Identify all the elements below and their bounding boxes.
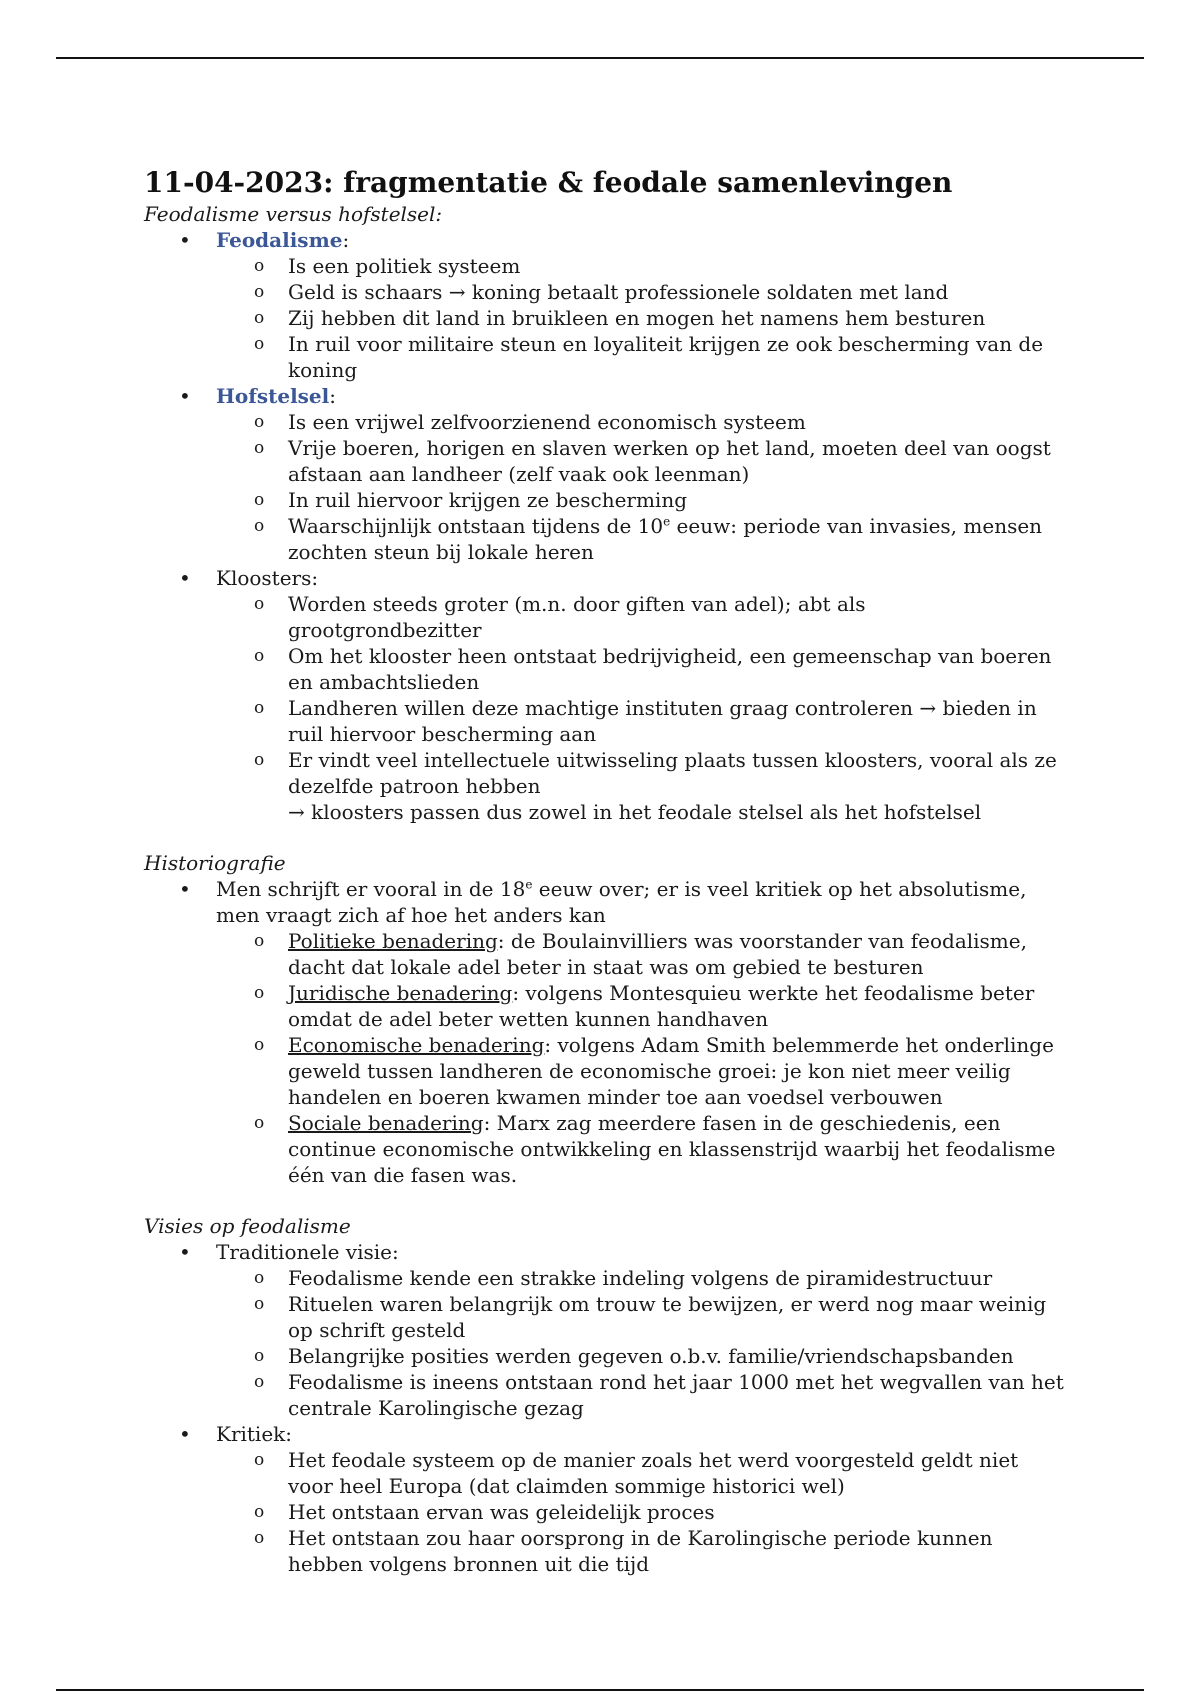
section-heading-feodalisme-hofstelsel: Feodalisme versus hofstelsel:: [144, 202, 443, 226]
sublist-benaderingen: [216, 928, 1064, 1188]
list-item: o Landheren willen deze machtige instituten graag controleren → bieden in ruil hiervoor bescherming aan: [216, 695, 1064, 747]
sublist-hofstelsel: [216, 409, 1064, 565]
bullet-feodalisme: • Feodalisme: o Is een politiek systeem o Geld is schaars → koning betaalt professionele soldaten met land o Zij hebben dit land in bruikleen en mogen het namens hem besturen o In ruil voor militaire steun en loyaliteit krijgen ze ook bescherming van de koning: [144, 227, 1064, 383]
term-feodalisme: Feodalisme: [216, 228, 343, 252]
list-item: o In ruil voor militaire steun en loyaliteit krijgen ze ook bescherming van de koning: [216, 331, 1064, 383]
section-list-1: [144, 227, 1064, 825]
list-item: o Waarschijnlijk ontstaan tijdens de 10e eeuw: periode van invasies, mensen zochten steun bij lokale heren: [216, 513, 1064, 565]
bullet-kritiek: • Kritiek: o Het feodale systeem op de manier zoals het werd voorgesteld geldt niet voor heel Europa (dat claimden sommige historici wel) o Het ontstaan ervan was geleidelijk proces o Het ontstaan zou haar oorsprong in de Karolingische periode kunnen hebben volgens bronnen uit die tijd: [144, 1421, 1064, 1577]
term-hofstelsel: Hofstelsel: [216, 384, 330, 408]
list-item: o Het ontstaan ervan was geleidelijk proces: [216, 1499, 1064, 1525]
top-rule: [56, 57, 1144, 59]
list-item: o Economische benadering: volgens Adam Smith belemmerde het onderlinge geweld tussen landheren de economische groei: je kon niet meer veilig handelen en boeren kwamen minder toe aan voedsel verbouwen: [216, 1032, 1064, 1110]
section-list-3: [144, 1239, 1064, 1577]
list-item: o Feodalisme is ineens ontstaan rond het jaar 1000 met het wegvallen van het centrale Karolingische gezag: [216, 1369, 1064, 1421]
list-item: o Vrije boeren, horigen en slaven werken op het land, moeten deel van oogst afstaan aan landheer (zelf vaak ook leenman): [216, 435, 1064, 487]
list-item: o Het ontstaan zou haar oorsprong in de Karolingische periode kunnen hebben volgens bronnen uit die tijd: [216, 1525, 1064, 1577]
bottom-rule: [56, 1689, 1144, 1691]
bullet-hofstelsel: • Hofstelsel: o Is een vrijwel zelfvoorzienend economisch systeem o Vrije boeren, horigen en slaven werken op het land, moeten deel van oogst afstaan aan landheer (zelf vaak ook leenman) o In ruil hiervoor krijgen ze bescherming o Waarschijnlijk ontstaan tijdens de 10e eeuw: periode van invasies, mensen zochten steun bij lokale heren: [144, 383, 1064, 565]
bullet-traditionele-visie: • Traditionele visie: o Feodalisme kende een strakke indeling volgens de piramidestructuur o Rituelen waren belangrijk om trouw te bewijzen, er werd nog maar weinig op schrift gesteld o Belangrijke posities werden gegeven o.b.v. familie/vriendschapsbanden o Feodalisme is ineens ontstaan rond het jaar 1000 met het wegvallen van het centrale Karolingische gezag: [144, 1239, 1064, 1421]
document-body: [144, 165, 1064, 1577]
section-heading-visies: Visies op feodalisme: [144, 1214, 351, 1238]
list-item: o Rituelen waren belangrijk om trouw te bewijzen, er werd nog maar weinig op schrift gesteld: [216, 1291, 1064, 1343]
list-item: o Sociale benadering: Marx zag meerdere fasen in de geschiedenis, een continue economische ontwikkeling en klassenstrijd waarbij het feodalisme één van die fasen was.: [216, 1110, 1064, 1188]
sublist-kritiek: [216, 1447, 1064, 1577]
list-item: o Is een politiek systeem: [216, 253, 1064, 279]
kloosters-conclusion: → kloosters passen dus zowel in het feodale stelsel als het hofstelsel: [288, 800, 982, 824]
sublist-kloosters: [216, 591, 1064, 825]
list-item: o In ruil hiervoor krijgen ze bescherming: [216, 487, 1064, 513]
term-kloosters: Kloosters:: [216, 566, 319, 590]
list-item: o Om het klooster heen ontstaat bedrijvigheid, een gemeenschap van boeren en ambachtslieden: [216, 643, 1064, 695]
list-item: o Het feodale systeem op de manier zoals het werd voorgesteld geldt niet voor heel Europa (dat claimden sommige historici wel): [216, 1447, 1064, 1499]
bullet-historiografie-intro: • Men schrijft er vooral in de 18e eeuw over; er is veel kritiek op het absolutisme, men vraagt zich af hoe het anders kan o Politieke benadering: de Boulainvilliers was voorstander van feodalisme, dacht dat lokale adel beter in staat was om gebied te besturen o Juridische benadering: volgens Montesquieu werkte het feodalisme beter omdat de adel beter wetten kunnen handhaven o Economische benadering: volgens Adam Smith belemmerde het onderlinge geweld tussen landheren de economische groei: je kon niet meer veilig handelen en boeren kwamen minder toe aan voedsel verbouwen o Sociale benadering: Marx zag meerdere fasen in de geschiedenis, een continue economische ontwikkeling en klassenstrijd waarbij het feodalisme één van die fasen was.: [144, 876, 1064, 1188]
list-item: o Belangrijke posities werden gegeven o.b.v. familie/vriendschapsbanden: [216, 1343, 1064, 1369]
sublist-feodalisme: [216, 253, 1064, 383]
page-title: 11-04-2023: fragmentatie & feodale samenlevingen: [144, 166, 953, 199]
bullet-kloosters: [144, 565, 1064, 825]
list-item: o Worden steeds groter (m.n. door giften van adel); abt als grootgrondbezitter: [216, 591, 1064, 643]
list-item: o Juridische benadering: volgens Montesquieu werkte het feodalisme beter omdat de adel beter wetten kunnen handhaven: [216, 980, 1064, 1032]
list-item: o Zij hebben dit land in bruikleen en mogen het namens hem besturen: [216, 305, 1064, 331]
list-item: o Is een vrijwel zelfvoorzienend economisch systeem: [216, 409, 1064, 435]
list-item: o Politieke benadering: de Boulainvilliers was voorstander van feodalisme, dacht dat lokale adel beter in staat was om gebied te besturen: [216, 928, 1064, 980]
section-list-2: [144, 876, 1064, 1188]
list-item: o Geld is schaars → koning betaalt professionele soldaten met land: [216, 279, 1064, 305]
section-heading-historiografie: Historiografie: [144, 851, 286, 875]
list-item: o Feodalisme kende een strakke indeling volgens de piramidestructuur: [216, 1265, 1064, 1291]
sublist-traditioneel: [216, 1265, 1064, 1421]
list-item: o Er vindt veel intellectuele uitwisseling plaats tussen kloosters, vooral als ze dezelfde patroon hebben → kloosters passen dus zowel in het feodale stelsel als het hofstelsel: [216, 747, 1064, 825]
